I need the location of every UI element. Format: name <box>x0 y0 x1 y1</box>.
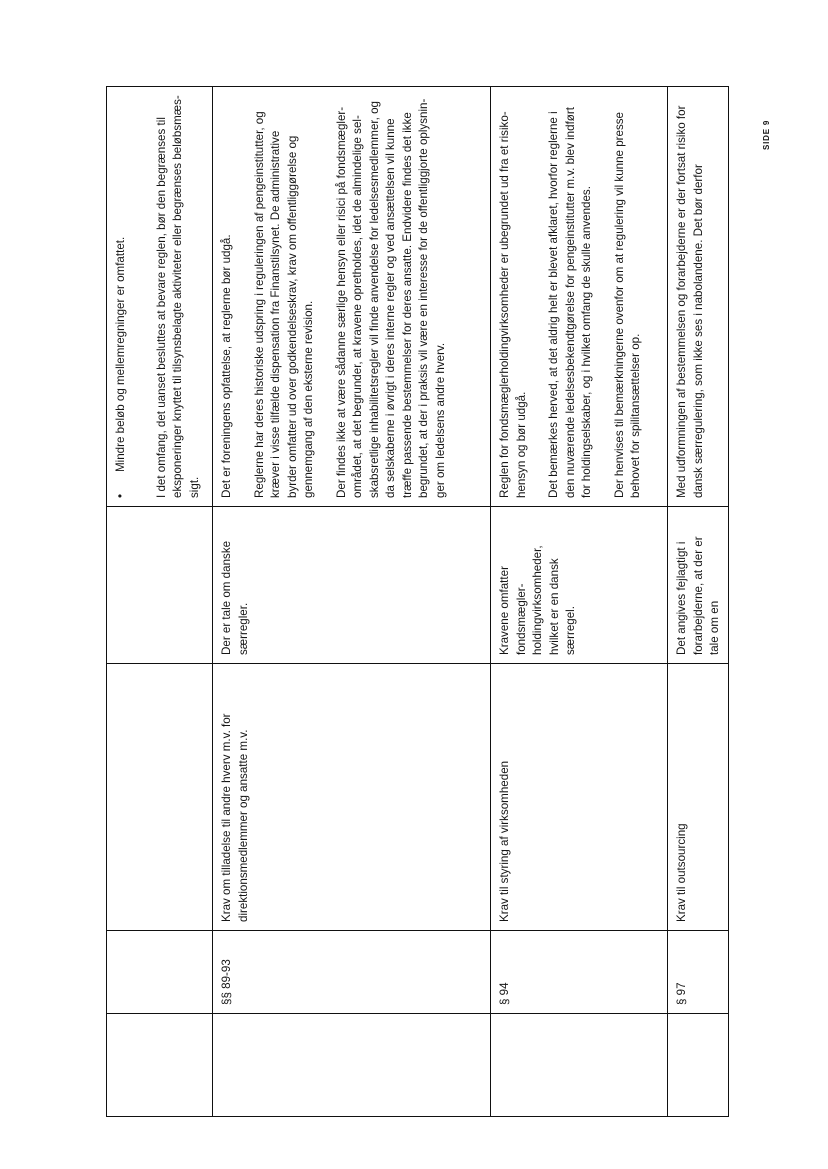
table-row <box>668 86 729 1116</box>
view-paragraph: I det omfang, det uanset besluttes at bevare reglen, bør den begrænses til eksponeringer knyttet til tilsynsbelagte aktiviteter eller begrænses beløbsmæssigt. <box>154 95 201 498</box>
bullet-icon: • <box>114 493 127 498</box>
topic-cell: Krav til outsourcing <box>668 664 729 931</box>
reason-cell <box>107 507 213 664</box>
view-cell <box>668 86 729 506</box>
view-cell <box>213 86 491 506</box>
view-cell <box>491 86 668 506</box>
topic-cell <box>107 664 213 931</box>
blank-cell <box>213 1014 491 1117</box>
table-row <box>213 86 491 1116</box>
view-paragraph: Der henvises til bemærkningerne ovenfor om at regulering vil kunne presse behovet for spilitansættelser op. <box>612 111 642 498</box>
rotated-page <box>106 87 721 1117</box>
section-cell: §§ 89-93 <box>213 931 491 1014</box>
view-paragraph: Der findes ikke at være sådanne særlige hensyn eller risici på fondsmæglerområdet, at det begrunder, at kravene opretholdes, idet de almindelige selskabsretlige inhabilitetsregler vil finde anvendelse for ledelsesmedlemmer, og da selskaberne i øvrigt i deres interne regler og ved ansættelsen vil kunne træffe passende bestemmelser for deres ansatte. Endvidere findes det ikke begrundet, at der i praksis vil være en interesse for de offentliggjorte oplysninger om ledelsens andre hverv. <box>334 98 447 498</box>
bullet-text: Mindre beløb og mellemregninger er omfattet. <box>114 236 127 472</box>
comments-table <box>106 86 729 1117</box>
topic-cell: Krav om tilladelse til andre hverv m.v. for direktionsmedlemmer og ansatte m.v. <box>213 664 491 931</box>
view-paragraph: Reglen for fondsmæglerholdingvirksomheder er ubegrundet ud fra et risikohensyn og bør udgå. <box>498 111 528 498</box>
reason-cell: Det angives fejlagtigt i forarbejderne, at der er tale om en <box>668 507 729 664</box>
view-paragraph: Det er foreningens opfattelse, at reglerne bør udgå. <box>220 234 233 498</box>
reason-cell: Der er tale om danske særregler. <box>213 507 491 664</box>
page-number: SIDE 9 <box>762 119 771 150</box>
view-paragraph: Reglerne har deres historiske udspring i reguleringen af pengeinstitutter, og kræver i visse tilfælde dispensation fra Finanstilsynet. De administrative byrder omfatter ud over godkendelseskrav, krav om offentliggørelse og gennemgang af den eksterne revision. <box>252 111 315 498</box>
bullet-item <box>113 95 130 498</box>
section-cell: § 94 <box>491 931 668 1014</box>
topic-cell: Krav til styring af virksomheden <box>491 664 668 931</box>
view-cell <box>107 86 213 506</box>
reason-cell: Kravene omfatter fondsmæglerholdingvirksomheder, hvilket er en dansk særregel. <box>491 507 668 664</box>
view-paragraph: Med udformningen af bestemmelsen og forarbejderne er der fortsat risiko for dansk særregulering, som ikke ses i nabolandene. Det bør derfor <box>675 105 705 498</box>
section-cell: § 97 <box>668 931 729 1014</box>
table-row <box>491 86 668 1116</box>
blank-cell <box>491 1014 668 1117</box>
blank-cell <box>107 1014 213 1117</box>
view-paragraph: Det bemærkes herved, at det aldrig helt er blevet afklaret, hvorfor reglerne i den nuværende ledelsesbekendtgørelse for pengeinstitutter m.v. blev indført for holdingselskaber, og i hvilket omfang de skulle anvendes. <box>547 107 593 498</box>
blank-cell <box>668 1014 729 1117</box>
section-cell <box>107 931 213 1014</box>
table-row <box>107 86 213 1116</box>
